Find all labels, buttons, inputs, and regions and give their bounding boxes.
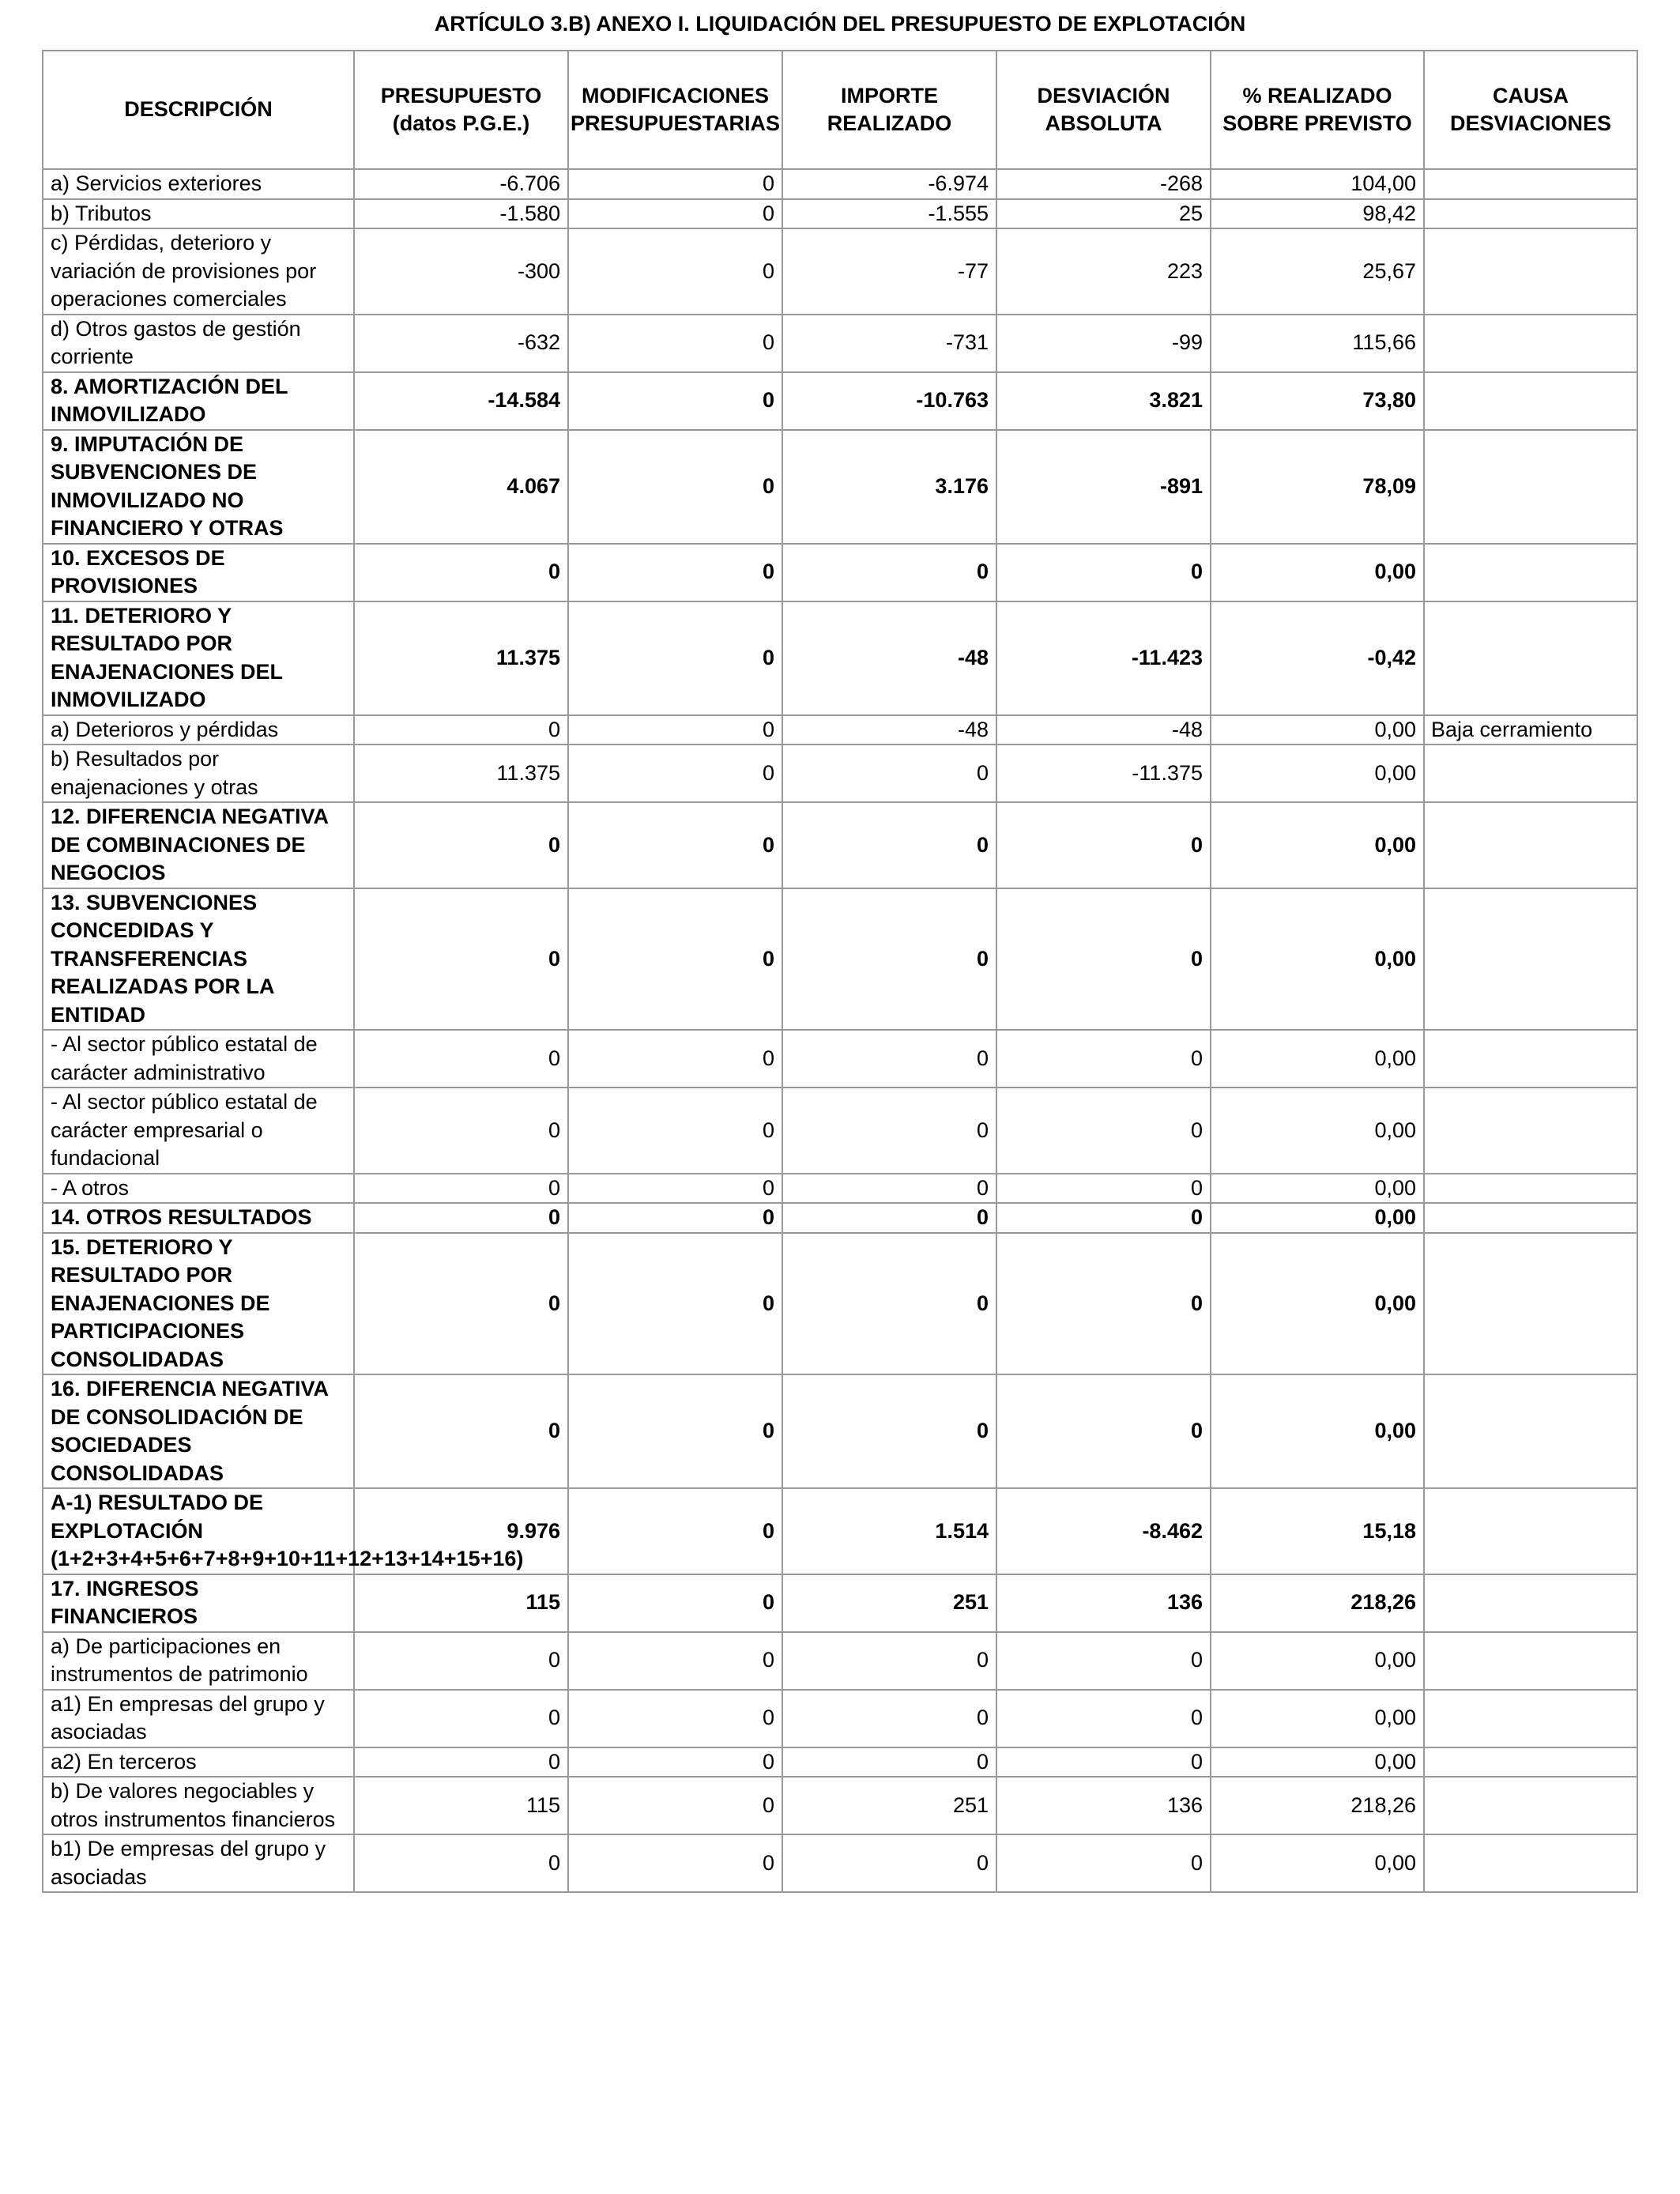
cell-desviacion-absoluta: 0 <box>996 1374 1211 1488</box>
cell-importe-realizado: 0 <box>782 1834 996 1892</box>
cell-modificaciones: 0 <box>568 802 782 888</box>
cell-modificaciones: 0 <box>568 1088 782 1174</box>
cell-desviacion-absoluta: 0 <box>996 888 1211 1031</box>
cell-causa-desviaciones <box>1424 745 1637 802</box>
cell-importe-realizado: 0 <box>782 1374 996 1488</box>
cell-importe-realizado: 0 <box>782 1632 996 1690</box>
cell-causa-desviaciones <box>1424 1632 1637 1690</box>
cell-porcentaje-realizado: 73,80 <box>1211 372 1424 430</box>
cell-causa-desviaciones <box>1424 199 1637 229</box>
cell-presupuesto: 0 <box>354 888 568 1031</box>
cell-importe-realizado: 0 <box>782 1174 996 1204</box>
header-causa-desviaciones: CAUSA DESVIACIONES <box>1424 51 1637 169</box>
cell-presupuesto: -14.584 <box>354 372 568 430</box>
cell-causa-desviaciones <box>1424 1203 1637 1233</box>
cell-porcentaje-realizado: 15,18 <box>1211 1488 1424 1574</box>
cell-desviacion-absoluta: -11.375 <box>996 745 1211 802</box>
cell-importe-realizado: 0 <box>782 1030 996 1088</box>
cell-descripcion: 12. DIFERENCIA NEGATIVA DE COMBINACIONES DE NEGOCIOS <box>43 802 354 888</box>
cell-descripcion: 9. IMPUTACIÓN DE SUBVENCIONES DE INMOVILIZADO NO FINANCIERO Y OTRAS <box>43 430 354 544</box>
cell-desviacion-absoluta: 0 <box>996 1747 1211 1777</box>
cell-descripcion: a1) En empresas del grupo y asociadas <box>43 1690 354 1747</box>
cell-presupuesto: 0 <box>354 1690 568 1747</box>
cell-causa-desviaciones <box>1424 1174 1637 1204</box>
cell-causa-desviaciones <box>1424 1834 1637 1892</box>
table-row <box>43 888 1637 1031</box>
page-title: ARTÍCULO 3.B) ANEXO I. LIQUIDACIÓN DEL PRESUPUESTO DE EXPLOTACIÓN <box>434 12 1246 36</box>
cell-modificaciones: 0 <box>568 1747 782 1777</box>
cell-porcentaje-realizado: 0,00 <box>1211 1088 1424 1174</box>
cell-presupuesto: 0 <box>354 544 568 601</box>
cell-descripcion: 17. INGRESOS FINANCIEROS <box>43 1574 354 1632</box>
cell-presupuesto: 0 <box>354 1834 568 1892</box>
cell-modificaciones: 0 <box>568 1488 782 1574</box>
table-row <box>43 1747 1637 1777</box>
cell-modificaciones: 0 <box>568 1174 782 1204</box>
cell-desviacion-absoluta: 0 <box>996 1632 1211 1690</box>
cell-desviacion-absoluta: 0 <box>996 1233 1211 1375</box>
cell-porcentaje-realizado: 0,00 <box>1211 1030 1424 1088</box>
cell-desviacion-absoluta: -48 <box>996 715 1211 745</box>
cell-desviacion-absoluta: 0 <box>996 1030 1211 1088</box>
table-row <box>43 1374 1637 1488</box>
table-row <box>43 1174 1637 1204</box>
table-row <box>43 372 1637 430</box>
cell-importe-realizado: 0 <box>782 1203 996 1233</box>
cell-descripcion: a2) En terceros <box>43 1747 354 1777</box>
cell-porcentaje-realizado: -0,42 <box>1211 601 1424 715</box>
cell-modificaciones: 0 <box>568 745 782 802</box>
table-row <box>43 315 1637 372</box>
table-row <box>43 169 1637 199</box>
cell-descripcion: - Al sector público estatal de carácter empresarial o fundacional <box>43 1088 354 1174</box>
cell-presupuesto: 0 <box>354 1203 568 1233</box>
cell-descripcion: d) Otros gastos de gestión corriente <box>43 315 354 372</box>
cell-importe-realizado: -48 <box>782 601 996 715</box>
cell-importe-realizado: 3.176 <box>782 430 996 544</box>
table-row <box>43 199 1637 229</box>
cell-desviacion-absoluta: 136 <box>996 1574 1211 1632</box>
cell-importe-realizado: -48 <box>782 715 996 745</box>
cell-importe-realizado: 1.514 <box>782 1488 996 1574</box>
cell-descripcion: b1) De empresas del grupo y asociadas <box>43 1834 354 1892</box>
cell-presupuesto: 9.976 <box>354 1488 568 1574</box>
cell-importe-realizado: -731 <box>782 315 996 372</box>
cell-causa-desviaciones <box>1424 1233 1637 1375</box>
cell-modificaciones: 0 <box>568 199 782 229</box>
table-row <box>43 715 1637 745</box>
cell-desviacion-absoluta: -8.462 <box>996 1488 1211 1574</box>
cell-porcentaje-realizado: 0,00 <box>1211 1203 1424 1233</box>
cell-modificaciones: 0 <box>568 715 782 745</box>
cell-causa-desviaciones <box>1424 228 1637 315</box>
cell-desviacion-absoluta: 0 <box>996 544 1211 601</box>
cell-presupuesto: 0 <box>354 1632 568 1690</box>
cell-descripcion: 14. OTROS RESULTADOS <box>43 1203 354 1233</box>
cell-descripcion: b) De valores negociables y otros instrumentos financieros <box>43 1777 354 1834</box>
cell-modificaciones: 0 <box>568 430 782 544</box>
cell-presupuesto: 0 <box>354 1030 568 1088</box>
table-header <box>43 51 1637 169</box>
cell-porcentaje-realizado: 0,00 <box>1211 888 1424 1031</box>
cell-importe-realizado: 0 <box>782 745 996 802</box>
cell-porcentaje-realizado: 115,66 <box>1211 315 1424 372</box>
header-importe-realizado: IMPORTE REALIZADO <box>782 51 996 169</box>
cell-causa-desviaciones <box>1424 544 1637 601</box>
cell-modificaciones: 0 <box>568 544 782 601</box>
cell-presupuesto: 115 <box>354 1777 568 1834</box>
cell-presupuesto: 11.375 <box>354 601 568 715</box>
cell-desviacion-absoluta: 0 <box>996 1203 1211 1233</box>
table-row <box>43 601 1637 715</box>
header-porcentaje-realizado: % REALIZADO SOBRE PREVISTO <box>1211 51 1424 169</box>
cell-porcentaje-realizado: 0,00 <box>1211 1747 1424 1777</box>
cell-importe-realizado: -77 <box>782 228 996 315</box>
table-row <box>43 1088 1637 1174</box>
cell-importe-realizado: 251 <box>782 1777 996 1834</box>
cell-modificaciones: 0 <box>568 1574 782 1632</box>
cell-modificaciones: 0 <box>568 315 782 372</box>
cell-porcentaje-realizado: 98,42 <box>1211 199 1424 229</box>
cell-porcentaje-realizado: 0,00 <box>1211 715 1424 745</box>
table-row <box>43 1632 1637 1690</box>
cell-desviacion-absoluta: 223 <box>996 228 1211 315</box>
cell-porcentaje-realizado: 0,00 <box>1211 802 1424 888</box>
cell-presupuesto: -300 <box>354 228 568 315</box>
cell-presupuesto: 0 <box>354 1747 568 1777</box>
cell-causa-desviaciones <box>1424 1777 1637 1834</box>
cell-descripcion: a) De participaciones en instrumentos de patrimonio <box>43 1632 354 1690</box>
cell-desviacion-absoluta: -11.423 <box>996 601 1211 715</box>
cell-importe-realizado: 0 <box>782 802 996 888</box>
cell-porcentaje-realizado: 0,00 <box>1211 544 1424 601</box>
cell-modificaciones: 0 <box>568 228 782 315</box>
cell-modificaciones: 0 <box>568 1374 782 1488</box>
cell-presupuesto: -632 <box>354 315 568 372</box>
table-row <box>43 1690 1637 1747</box>
table-row <box>43 544 1637 601</box>
cell-causa-desviaciones <box>1424 1088 1637 1174</box>
cell-importe-realizado: 251 <box>782 1574 996 1632</box>
table-row <box>43 1030 1637 1088</box>
cell-porcentaje-realizado: 0,00 <box>1211 1632 1424 1690</box>
cell-porcentaje-realizado: 0,00 <box>1211 1834 1424 1892</box>
cell-descripcion: - A otros <box>43 1174 354 1204</box>
cell-causa-desviaciones <box>1424 1374 1637 1488</box>
cell-desviacion-absoluta: 0 <box>996 1174 1211 1204</box>
cell-presupuesto: 0 <box>354 1088 568 1174</box>
cell-porcentaje-realizado: 104,00 <box>1211 169 1424 199</box>
cell-porcentaje-realizado: 25,67 <box>1211 228 1424 315</box>
cell-desviacion-absoluta: 136 <box>996 1777 1211 1834</box>
cell-descripcion: b) Tributos <box>43 199 354 229</box>
cell-modificaciones: 0 <box>568 601 782 715</box>
cell-causa-desviaciones <box>1424 888 1637 1031</box>
cell-modificaciones: 0 <box>568 888 782 1031</box>
cell-causa-desviaciones <box>1424 315 1637 372</box>
table-row <box>43 1834 1637 1892</box>
cell-causa-desviaciones: Baja cerramiento <box>1424 715 1637 745</box>
cell-importe-realizado: -6.974 <box>782 169 996 199</box>
cell-descripcion: b) Resultados por enajenaciones y otras <box>43 745 354 802</box>
header-desviacion-absoluta: DESVIACIÓN ABSOLUTA <box>996 51 1211 169</box>
cell-porcentaje-realizado: 0,00 <box>1211 1374 1424 1488</box>
cell-causa-desviaciones <box>1424 1690 1637 1747</box>
cell-desviacion-absoluta: 0 <box>996 1834 1211 1892</box>
cell-importe-realizado: 0 <box>782 1088 996 1174</box>
cell-porcentaje-realizado: 0,00 <box>1211 1174 1424 1204</box>
cell-presupuesto: 0 <box>354 802 568 888</box>
table-row <box>43 430 1637 544</box>
cell-importe-realizado: 0 <box>782 544 996 601</box>
cell-porcentaje-realizado: 218,26 <box>1211 1777 1424 1834</box>
cell-desviacion-absoluta: -99 <box>996 315 1211 372</box>
cell-desviacion-absoluta: -891 <box>996 430 1211 544</box>
table-row <box>43 745 1637 802</box>
cell-importe-realizado: 0 <box>782 1747 996 1777</box>
cell-importe-realizado: -1.555 <box>782 199 996 229</box>
cell-desviacion-absoluta: 0 <box>996 1088 1211 1174</box>
cell-modificaciones: 0 <box>568 1233 782 1375</box>
cell-presupuesto: 4.067 <box>354 430 568 544</box>
cell-presupuesto: 11.375 <box>354 745 568 802</box>
cell-desviacion-absoluta: 0 <box>996 802 1211 888</box>
cell-descripcion: 13. SUBVENCIONES CONCEDIDAS Y TRANSFERENCIAS REALIZADAS POR LA ENTIDAD <box>43 888 354 1031</box>
cell-descripcion: 15. DETERIORO Y RESULTADO POR ENAJENACIONES DE PARTICIPACIONES CONSOLIDADAS <box>43 1233 354 1375</box>
cell-presupuesto: 0 <box>354 1233 568 1375</box>
cell-desviacion-absoluta: 25 <box>996 199 1211 229</box>
cell-porcentaje-realizado: 218,26 <box>1211 1574 1424 1632</box>
table-row <box>43 1203 1637 1233</box>
budget-table <box>42 50 1638 1893</box>
cell-desviacion-absoluta: 3.821 <box>996 372 1211 430</box>
cell-causa-desviaciones <box>1424 802 1637 888</box>
cell-presupuesto: 0 <box>354 715 568 745</box>
table-row <box>43 1233 1637 1375</box>
cell-causa-desviaciones <box>1424 1574 1637 1632</box>
cell-porcentaje-realizado: 0,00 <box>1211 745 1424 802</box>
cell-descripcion: 11. DETERIORO Y RESULTADO POR ENAJENACIONES DEL INMOVILIZADO <box>43 601 354 715</box>
table-row <box>43 1574 1637 1632</box>
table-row <box>43 1777 1637 1834</box>
cell-modificaciones: 0 <box>568 1777 782 1834</box>
cell-presupuesto: -1.580 <box>354 199 568 229</box>
cell-descripcion: 8. AMORTIZACIÓN DEL INMOVILIZADO <box>43 372 354 430</box>
header-presupuesto: PRESUPUESTO (datos P.G.E.) <box>354 51 568 169</box>
cell-descripcion: - Al sector público estatal de carácter administrativo <box>43 1030 354 1088</box>
cell-modificaciones: 0 <box>568 1632 782 1690</box>
cell-causa-desviaciones <box>1424 169 1637 199</box>
cell-causa-desviaciones <box>1424 601 1637 715</box>
cell-descripcion: c) Pérdidas, deterioro y variación de provisiones por operaciones comerciales <box>43 228 354 315</box>
cell-modificaciones: 0 <box>568 169 782 199</box>
cell-desviacion-absoluta: 0 <box>996 1690 1211 1747</box>
cell-presupuesto: 115 <box>354 1574 568 1632</box>
header-descripcion: DESCRIPCIÓN <box>43 51 354 169</box>
cell-modificaciones: 0 <box>568 1690 782 1747</box>
cell-porcentaje-realizado: 78,09 <box>1211 430 1424 544</box>
cell-causa-desviaciones <box>1424 430 1637 544</box>
cell-presupuesto: 0 <box>354 1374 568 1488</box>
cell-importe-realizado: -10.763 <box>782 372 996 430</box>
cell-descripcion: a) Servicios exteriores <box>43 169 354 199</box>
header-row <box>43 51 1637 169</box>
cell-importe-realizado: 0 <box>782 888 996 1031</box>
cell-descripcion: A-1) RESULTADO DE EXPLOTACIÓN (1+2+3+4+5+6+7+8+9+10+11+12+13+14+15+16) <box>43 1488 354 1574</box>
cell-presupuesto: -6.706 <box>354 169 568 199</box>
header-modificaciones: MODIFICACIONES PRESUPUESTARIAS <box>568 51 782 169</box>
cell-desviacion-absoluta: -268 <box>996 169 1211 199</box>
cell-descripcion: 16. DIFERENCIA NEGATIVA DE CONSOLIDACIÓN DE SOCIEDADES CONSOLIDADAS <box>43 1374 354 1488</box>
cell-causa-desviaciones <box>1424 1747 1637 1777</box>
table-row <box>43 802 1637 888</box>
cell-modificaciones: 0 <box>568 372 782 430</box>
cell-descripcion: 10. EXCESOS DE PROVISIONES <box>43 544 354 601</box>
cell-porcentaje-realizado: 0,00 <box>1211 1233 1424 1375</box>
cell-porcentaje-realizado: 0,00 <box>1211 1690 1424 1747</box>
cell-presupuesto: 0 <box>354 1174 568 1204</box>
table-body <box>43 169 1637 1892</box>
cell-descripcion: a) Deterioros y pérdidas <box>43 715 354 745</box>
table-row <box>43 228 1637 315</box>
cell-importe-realizado: 0 <box>782 1233 996 1375</box>
cell-modificaciones: 0 <box>568 1030 782 1088</box>
cell-causa-desviaciones <box>1424 1030 1637 1088</box>
cell-modificaciones: 0 <box>568 1834 782 1892</box>
cell-importe-realizado: 0 <box>782 1690 996 1747</box>
cell-causa-desviaciones <box>1424 372 1637 430</box>
cell-causa-desviaciones <box>1424 1488 1637 1574</box>
table-row <box>43 1488 1637 1574</box>
cell-modificaciones: 0 <box>568 1203 782 1233</box>
